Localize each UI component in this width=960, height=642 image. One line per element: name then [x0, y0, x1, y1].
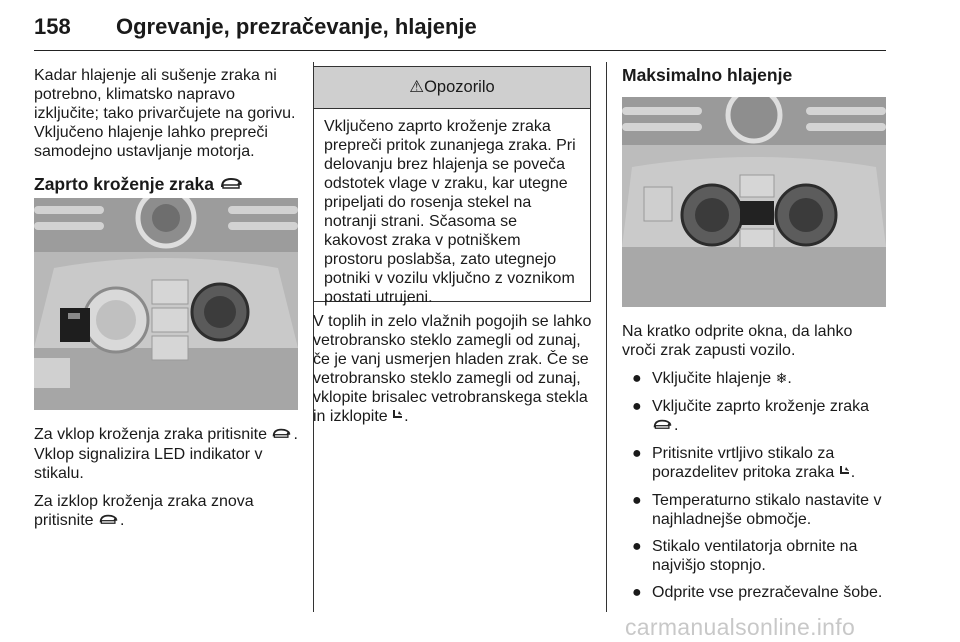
bullet-icon: ● — [632, 538, 642, 555]
column-divider-2 — [606, 62, 607, 612]
list-item: ● Vključite hlajenje ❄. — [632, 370, 792, 387]
intro-paragraph: Kadar hlajenje ali sušenje zraka ni potrebno, klimatsko napravo izključite; tako privarčujete na gorivu. Vključeno hlajenje lahko prepreči samodejno ustavljanje motorja. — [34, 67, 296, 160]
section-heading-recirculation: Zaprto kroženje zraka — [34, 175, 302, 196]
list-item: ● Stikalo ventilatorja obrnite na najvišjo stopnjo. — [632, 538, 858, 574]
list-item: ● Temperaturno stikalo nastavite v najhladnejše območje. — [632, 492, 882, 528]
column-3 — [622, 66, 886, 95]
warning-icon: ⚠ — [409, 78, 425, 96]
max-cooling-steps — [622, 369, 888, 602]
climate-control-photo — [34, 198, 298, 410]
watermark: carmanualsonline.info — [625, 614, 856, 640]
bullet-icon: ● — [632, 492, 642, 509]
airflow-windshield-icon — [839, 465, 851, 481]
column-3-lower — [622, 322, 888, 610]
warning-box — [313, 66, 591, 306]
column-1-lower — [34, 425, 302, 540]
bullet-icon: ● — [632, 370, 642, 387]
bullet-icon: ● — [632, 584, 642, 601]
recirculation-icon — [652, 418, 674, 434]
warning-header — [314, 67, 590, 109]
list-item: ● Vključite zaprto kroženje zraka . — [632, 398, 869, 434]
warning-text: Vključeno zaprto kroženje zraka prepreči pritok zunanjega zraka. Pri delovanju brez hlajenja se poveča odstotek vlage v zraku, kar utegne pripeljati do rosenja stekel na notranji strani. Sčasoma se kakovost zraka v potniškem prostoru poslabša, zato utegnejo potniki v vozilu vključno z voznikom postati utrujeni. — [324, 118, 576, 306]
page-title: Ogrevanje, prezračevanje, hlajenje — [116, 14, 477, 39]
warning-title: Opozorilo — [424, 78, 495, 96]
max-cooling-photo — [622, 97, 886, 307]
section-heading-max-cooling: Maksimalno hlajenje — [622, 65, 793, 85]
recirculation-icon — [271, 427, 293, 443]
recirc-on-paragraph: Za vklop kroženja zraka pritisnite . Vklop signalizira LED indikator v stikalu. — [34, 426, 298, 482]
column-2-lower — [313, 312, 595, 436]
airflow-windshield-icon — [392, 409, 404, 425]
column-1 — [34, 66, 302, 206]
bullet-icon: ● — [632, 398, 642, 415]
list-item: ● Pritisnite vrtljivo stikalo za porazdelitev pritoka zraka . — [632, 445, 856, 481]
snowflake-icon: ❄ — [775, 371, 788, 387]
max-cooling-intro: Na kratko odprite okna, da lahko vroči zrak zapusti vozilo. — [622, 323, 853, 359]
bullet-icon: ● — [632, 445, 642, 462]
fog-paragraph: V toplih in zelo vlažnih pogojih se lahko vetrobransko steklo zamegli od zunaj, če je vanj usmerjen hladen zrak. Če se vetrobransko steklo zamegli od zunaj, vklopite brisalec vetrobranskega stekla in izklopite . — [313, 313, 592, 425]
recirculation-icon — [219, 178, 245, 194]
list-item: ● Odprite vse prezračevalne šobe. — [632, 584, 883, 601]
recirculation-icon — [98, 513, 120, 529]
page-header — [34, 8, 886, 51]
recirc-off-paragraph: Za izklop kroženja zraka znova pritisnite . — [34, 493, 254, 529]
page-number: 158 — [34, 14, 71, 39]
